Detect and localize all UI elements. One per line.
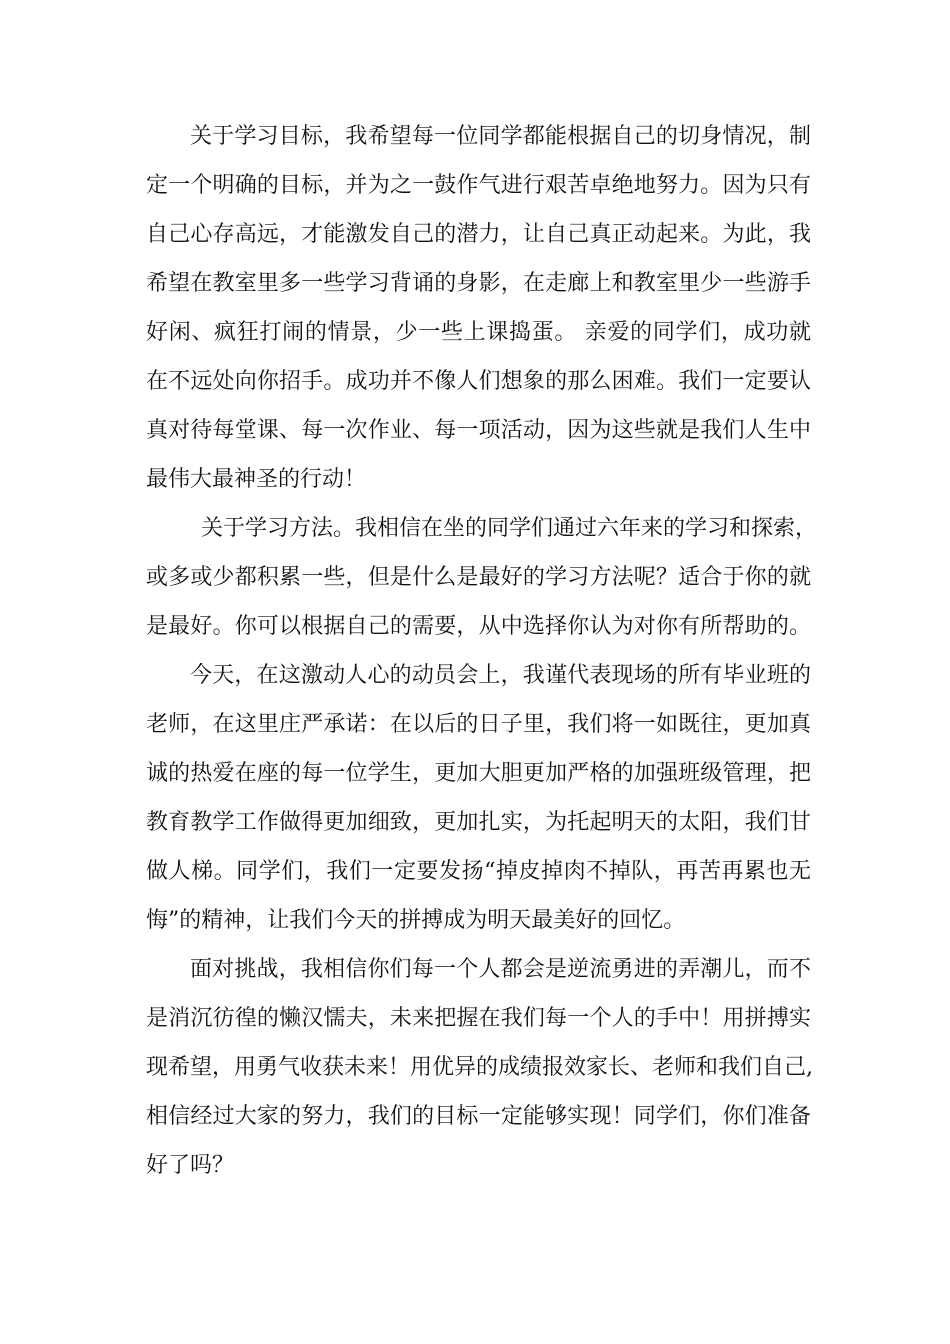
- paragraph-learning-methods: [146, 504, 818, 651]
- paragraph-line: 诚的热爱在座的每一位学生，更加大胆更加严格的加强班级管理，把: [146, 761, 811, 786]
- paragraph-line: 真对待每堂课、每一次作业、每一项活动，因为这些就是我们人生中: [146, 418, 811, 443]
- document-body: [146, 112, 818, 1190]
- paragraph-line: 在不远处向你招手。成功并不像人们想象的那么困难。我们一定要认: [146, 369, 811, 394]
- paragraph-line: 是最好。你可以根据自己的需要，从中选择你认为对你有所帮助的。: [146, 614, 811, 639]
- paragraph-line: 关于学习目标，我希望每一位同学都能根据自己的切身情况，制: [190, 124, 811, 149]
- paragraph-line: 现希望，用勇气收获未来！用优异的成绩报效家长、老师和我们自己,: [146, 1055, 813, 1080]
- paragraph-line: 关于学习方法。我相信在坐的同学们通过六年来的学习和探索，: [201, 516, 818, 541]
- paragraph-line: 希望在教室里多一些学习背诵的身影，在走廊上和教室里少一些游手: [146, 271, 811, 296]
- paragraph-line: 最伟大最神圣的行动！: [146, 467, 367, 492]
- paragraph-line: 教育教学工作做得更加细致，更加扎实，为托起明天的太阳，我们甘: [146, 810, 811, 835]
- paragraph-line: 定一个明确的目标，并为之一鼓作气进行艰苦卓绝地努力。因为只有: [146, 173, 811, 198]
- paragraph-line: 面对挑战，我相信你们每一个人都会是逆流勇进的弄潮儿，而不: [190, 957, 811, 982]
- paragraph-line: 自己心存高远，才能激发自己的潜力，让自己真正动起来。为此，我: [146, 222, 811, 247]
- paragraph-line: 相信经过大家的努力，我们的目标一定能够实现！同学们，你们准备: [146, 1104, 811, 1129]
- paragraph-facing-challenges: [146, 945, 811, 1190]
- paragraph-line: 或多或少都积累一些，但是什么是最好的学习方法呢？适合于你的就: [146, 565, 811, 590]
- paragraph-line: 今天，在这激动人心的动员会上，我谨代表现场的所有毕业班的: [190, 663, 811, 688]
- paragraph-line: 是消沉彷徨的懒汉懦夫，未来把握在我们每一个人的手中！用拼搏实: [146, 1006, 811, 1031]
- paragraph-line: 好了吗？: [146, 1153, 235, 1178]
- paragraph-learning-goals: [146, 112, 811, 504]
- paragraph-line: 做人梯。同学们，我们一定要发扬“掉皮掉肉不掉队，再苦再累也无: [146, 859, 811, 884]
- paragraph-teacher-pledge: [146, 651, 811, 945]
- paragraph-line: 好闲、疯狂打闹的情景，少一些上课捣蛋。 亲爱的同学们，成功就: [146, 320, 811, 345]
- paragraph-line: 老师，在这里庄严承诺：在以后的日子里，我们将一如既往，更加真: [146, 712, 811, 737]
- paragraph-line: 悔”的精神，让我们今天的拼搏成为明天最美好的回忆。: [146, 908, 686, 933]
